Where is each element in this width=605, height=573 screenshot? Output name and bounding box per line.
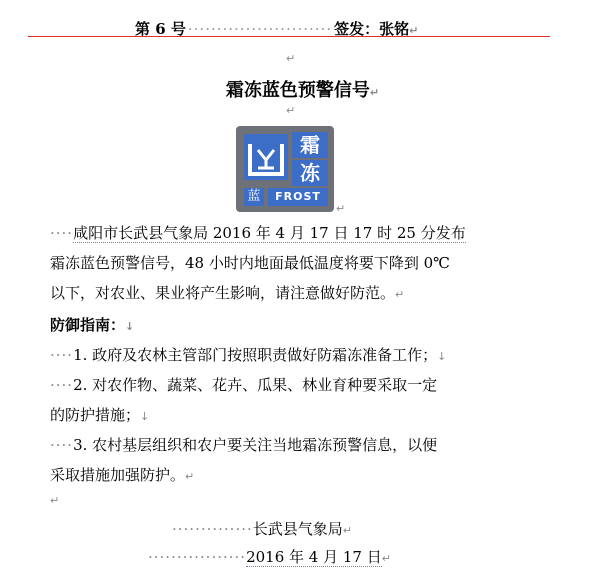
- frost-blue-warning-icon: [236, 126, 334, 212]
- signal-char-2: 冻: [292, 160, 328, 186]
- paragraph-mark-icon: ↵: [286, 52, 296, 65]
- line-break-icon: ↓: [125, 320, 135, 333]
- frost-symbol-icon: [244, 134, 288, 180]
- paragraph-mark-icon: ↵: [336, 202, 346, 215]
- signal-level: 蓝: [244, 188, 264, 206]
- paragraph-mark-icon: ↵: [409, 24, 419, 37]
- header-red-rule: [28, 36, 550, 37]
- line-break-icon: ↓: [437, 350, 447, 363]
- paragraph-mark-icon: ↵: [342, 524, 352, 537]
- body-para1-line3: 以下，对农业、果业将产生影响，请注意做好防范。↵: [50, 284, 405, 302]
- footer-date: ·················2016 年 4 月 17 日↵: [148, 548, 391, 566]
- footer-org: ··············长武县气象局↵: [172, 520, 352, 538]
- paragraph-mark-icon: ↵: [381, 552, 391, 565]
- guide-heading: 防御指南：↓: [50, 316, 135, 334]
- paragraph-mark-icon: ↵: [286, 104, 296, 117]
- paragraph-mark-icon: ↵: [395, 288, 405, 301]
- body-para1-line2: 霜冻蓝色预警信号，48 小时内地面最低温度将要下降到 0℃: [50, 254, 450, 272]
- issue-number: 第 6 号: [135, 20, 186, 38]
- body-para1-line1: ····咸阳市长武县气象局 2016 年 4 月 17 日 17 时 25 分发布: [50, 224, 466, 242]
- signal-char-1: 霜: [292, 132, 328, 158]
- paragraph-mark-icon: ↵: [369, 86, 380, 99]
- line-break-icon: ↓: [140, 410, 150, 423]
- guide-item-2-line2: 的防护措施；↓: [50, 406, 150, 424]
- paragraph-mark-icon: ↵: [50, 494, 60, 507]
- guide-item-3-line1: ····3. 农村基层组织和农户要关注当地霜冻预警信息，以便: [50, 436, 438, 454]
- guide-item-3-line2: 采取措施加强防护。↵: [50, 466, 195, 484]
- signal-label: FROST: [268, 188, 328, 206]
- document-title: 霜冻蓝色预警信号↵: [225, 80, 380, 101]
- guide-item-2-line1: ····2. 对农作物、蔬菜、花卉、瓜果、林业育种要采取一定: [50, 376, 438, 394]
- guide-item-1: ····1. 政府及农林主管部门按照职责做好防霜冻准备工作；↓: [50, 346, 447, 364]
- paragraph-mark-icon: ↵: [185, 470, 195, 483]
- signer: 签发：张铭: [334, 20, 410, 38]
- dot-leader: ·························: [187, 20, 333, 38]
